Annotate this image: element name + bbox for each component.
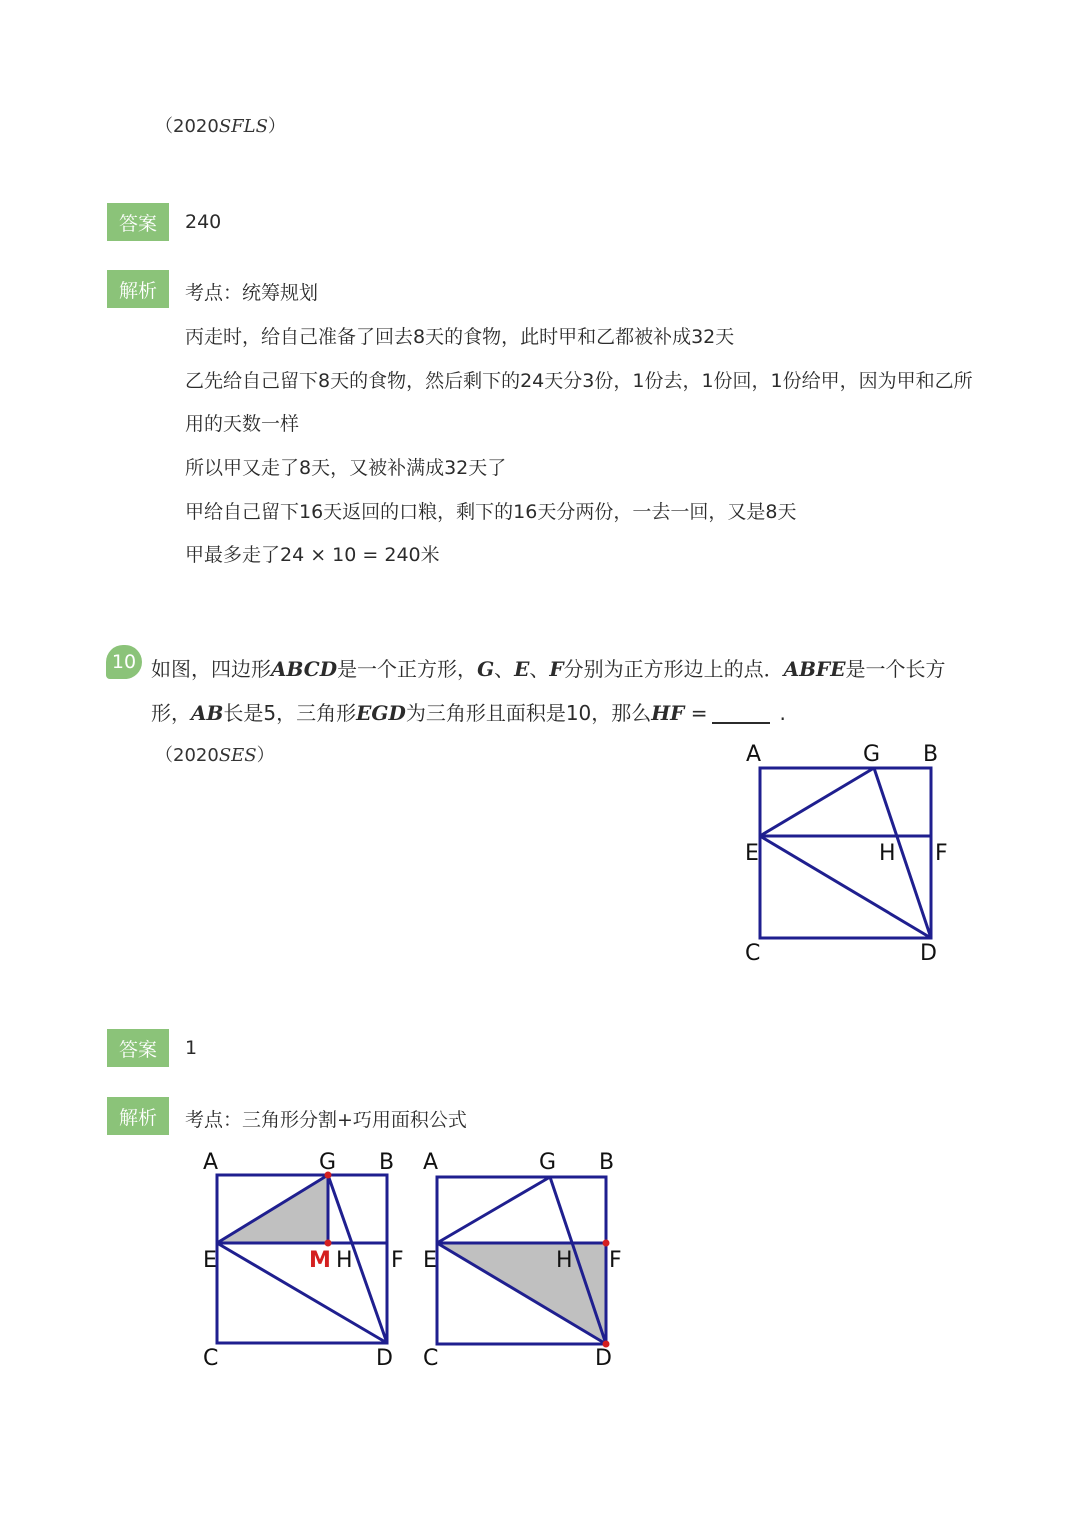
prev-analysis-line-3: 乙先给自己留下8天的食物，然后剩下的24天分3份，1份去，1份回，1份给甲，因为甲和乙所 [185,370,973,392]
q-var: F [549,657,564,681]
q-text: . [779,701,786,725]
answer-blank [712,722,770,724]
answer-tag: 答案 [107,1029,169,1067]
point-f-2 [603,1240,610,1247]
question-line-1 [151,653,945,682]
prev-analysis-line-6: 甲给自己留下16天返回的口粮，剩下的16天分两份，一去一回，又是8天 [185,501,797,523]
prev-analysis-line-7: 甲最多走了24 × 10 = 240米 [185,544,440,566]
prev-analysis-line-4: 用的天数一样 [185,413,300,435]
label-b: B [923,742,939,767]
prev-analysis-line-1: 考点：统筹规划 [185,282,319,304]
prev-source-code: SFLS [218,116,268,137]
question-figure [730,730,960,980]
q-text: 是一个正方形， [337,657,478,681]
label-c-2: C [423,1346,439,1371]
q-text: 分别为正方形边上的点． [563,657,784,681]
prev-analysis-line-2: 丙走时，给自己准备了回去8天的食物，此时甲和乙都被补成32天 [185,326,735,348]
label-m-1: M [309,1248,331,1273]
label-f: F [935,841,948,866]
q-var: HF [651,701,685,725]
label-d-2: D [595,1346,612,1371]
label-b-2: B [599,1150,615,1175]
label-h-2: H [556,1248,573,1273]
question-line-2 [151,697,786,726]
label-g: G [863,742,881,767]
q-text: 形， [151,701,191,725]
segment-ed [760,836,931,938]
solution-figure-2 [415,1145,640,1375]
prev-analysis-line-5: 所以甲又走了8天，又被补满成32天了 [185,457,507,479]
question-source-year: 2020 [173,745,219,766]
q-text: 如图，四边形 [151,657,271,681]
prev-source: （2020SFLS） [155,116,286,137]
label-b-1: B [379,1150,395,1175]
analysis-tag: 解析 [107,1097,169,1135]
label-g-2: G [539,1150,557,1175]
prev-analysis-tag: 解析 [107,270,169,308]
q-text: = [690,701,708,725]
label-h: H [879,841,896,866]
segment-eg [760,768,874,836]
q-text: 是一个长方 [845,657,946,681]
question-source: （2020SES） [155,745,275,766]
prev-answer-value: 240 [185,211,222,233]
label-e-1: E [203,1248,217,1273]
label-h-1: H [336,1248,353,1273]
q-var: E [514,657,530,681]
label-g-1: G [319,1150,337,1175]
q-text: 为三角形且面积是10，那么 [405,701,652,725]
prev-source-year: 2020 [173,116,219,137]
q-var: G [477,657,495,681]
segment-eg-2 [437,1177,550,1243]
prev-answer-tag: 答案 [107,203,169,241]
label-c-1: C [203,1346,219,1371]
question-number-badge: 10 [106,645,142,679]
question-source-code: SES [218,745,257,766]
label-a-2: A [423,1150,439,1175]
label-a: A [746,742,762,767]
label-f-1: F [391,1248,404,1273]
label-d: D [920,941,937,966]
segment-ed-1 [217,1243,387,1343]
label-d-1: D [376,1346,393,1371]
q-text: 长是5，三角形 [223,701,357,725]
q-var: EGD [356,701,406,725]
point-m-1 [325,1240,332,1247]
q-var: AB [191,701,224,725]
solution-figure-1 [195,1145,420,1375]
analysis-line: 考点：三角形分割+巧用面积公式 [185,1109,467,1131]
q-var: ABFE [783,657,846,681]
label-f-2: F [609,1248,622,1273]
label-c: C [745,941,761,966]
q-text: 、 [494,657,515,681]
label-e-2: E [423,1248,437,1273]
q-text: 、 [529,657,550,681]
q-var: ABCD [271,657,338,681]
answer-value: 1 [185,1037,198,1059]
label-e: E [745,841,759,866]
label-a-1: A [203,1150,219,1175]
